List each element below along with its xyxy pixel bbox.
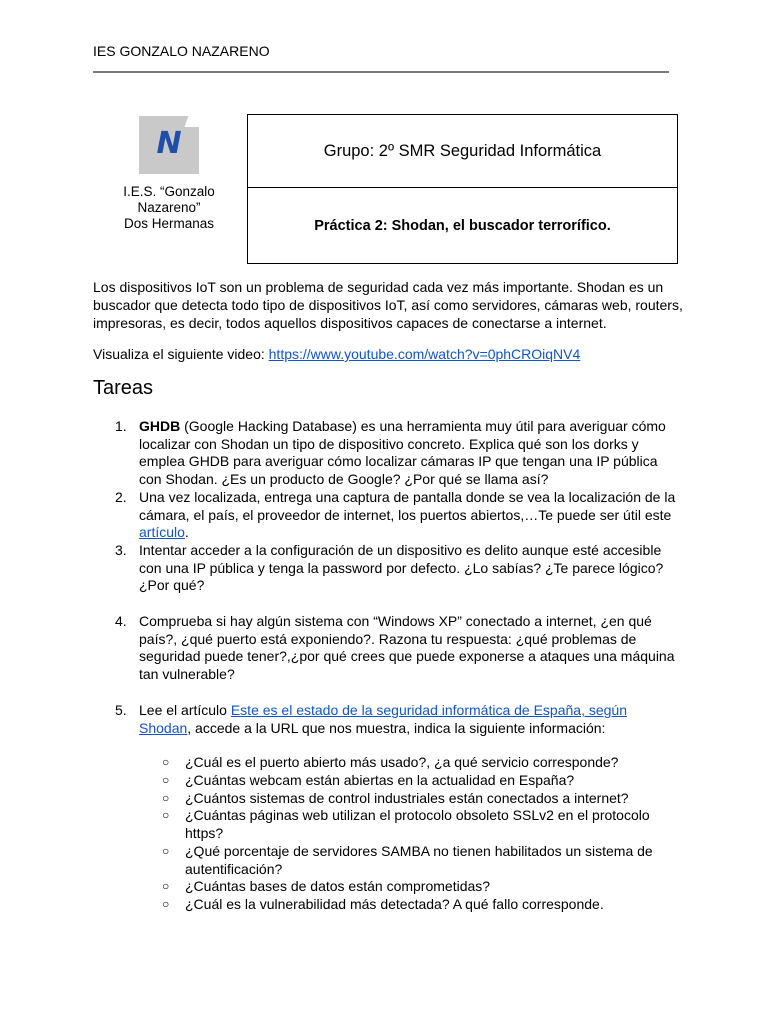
video-line	[93, 345, 683, 363]
hollow-bullet-icon: ○	[162, 773, 170, 787]
task-number: 1.	[115, 418, 127, 434]
hollow-bullet-icon: ○	[162, 844, 170, 858]
logo-letter: N	[156, 126, 182, 161]
hollow-bullet-icon: ○	[162, 879, 170, 893]
hollow-bullet-icon: ○	[162, 897, 170, 911]
group-cell: Grupo: 2º SMR Seguridad Informática	[248, 115, 677, 188]
task-number: 4.	[115, 613, 127, 629]
task-number: 5.	[115, 702, 127, 718]
video-label: Visualiza el siguiente video:	[93, 346, 269, 362]
hollow-bullet-icon: ○	[162, 791, 170, 805]
question-text: ¿Cuántas páginas web utilizan el protocolo obsoleto SSLv2 en el protocolo https?	[185, 807, 650, 841]
school-logo-block	[90, 114, 248, 232]
task-text: (Google Hacking Database) es una herramienta muy útil para averiguar cómo localizar con Shodan un tipo de dispositivo concreto. Explica qué son los dorks y emplea GHDB para averiguar cómo localizar cámaras IP que tengan una IP pública con Shodan. ¿Es un producto de Google? ¿Por qué se llama así?	[139, 418, 666, 488]
question-text: ¿Cuántos sistemas de control industriales están conectados a internet?	[185, 790, 629, 806]
practice-title: Práctica 2: Shodan, el buscador terrorífico.	[314, 218, 611, 234]
school-name-line1: I.E.S. “Gonzalo	[123, 184, 215, 199]
header-title: IES GONZALO NAZARENO	[93, 43, 270, 59]
question-text: ¿Cuál es la vulnerabilidad más detectada? A qué fallo corresponde.	[185, 896, 604, 912]
school-name-line3: Dos Hermanas	[123, 216, 215, 231]
header-divider	[93, 71, 669, 73]
task-text: Intentar acceder a la configuración de un dispositivo es delito aunque esté accesible con una IP pública y tenga la password por defecto. ¿Lo sabías? ¿Te parece lógico? ¿Por qué?	[139, 542, 664, 594]
task-bold-term: GHDB	[139, 418, 181, 434]
school-name-line2: Nazareno”	[137, 200, 201, 215]
tasks-heading: Tareas	[93, 377, 154, 399]
article-link[interactable]: artículo	[139, 524, 185, 541]
school-logo	[139, 116, 199, 174]
task-number: 2.	[115, 489, 127, 505]
task-text: Lee el artículo	[139, 702, 231, 718]
hollow-bullet-icon: ○	[162, 808, 170, 822]
intro-paragraph: Los dispositivos IoT son un problema de seguridad cada vez más importante. Shodan es un buscador que detecta todo tipo de dispositivos IoT, así como servidores, cámaras web, routers, impresoras, es decir, todos aquellos dispositivos capaces de conectarse a internet.	[93, 279, 683, 331]
question-text: ¿Cuántas bases de datos están comprometidas?	[185, 878, 491, 894]
hollow-bullet-icon: ○	[162, 755, 170, 769]
logo-corner	[184, 113, 205, 127]
task-number: 3.	[115, 542, 127, 558]
question-text: ¿Cuántas webcam están abiertas en la actualidad en España?	[185, 772, 575, 788]
question-text: ¿Cuál es el puerto abierto más usado?, ¿a qué servicio corresponde?	[185, 754, 619, 770]
task-text-end: .	[184, 524, 189, 541]
task-text: Comprueba si hay algún sistema con “Windows XP” conectado a internet, ¿en qué país?, ¿qué puerto está exponiendo?. Razona tu respuesta: ¿qué problemas de seguridad puede tener?,¿por qué crees que puede exponerse a ataques una máquina tan vulnerable?	[139, 613, 675, 683]
question-text: ¿Qué porcentaje de servidores SAMBA no tienen habilitados un sistema de autentificación?	[185, 843, 653, 877]
video-link[interactable]: https://www.youtube.com/watch?v=0phCROiqNV4	[268, 346, 581, 362]
school-name	[90, 184, 248, 232]
task-text: Una vez localizada, entrega una captura de pantalla donde se vea la localización de la cámara, el país, el proveedor de internet, los puertos abiertos,…Te puede ser útil este	[139, 489, 676, 523]
task-text-end: , accede a la URL que nos muestra, indica la siguiente información:	[187, 719, 606, 736]
info-table	[247, 114, 678, 264]
shodan-article-link[interactable]: Este es el estado de la seguridad informática de España, según Shodan	[139, 702, 627, 736]
